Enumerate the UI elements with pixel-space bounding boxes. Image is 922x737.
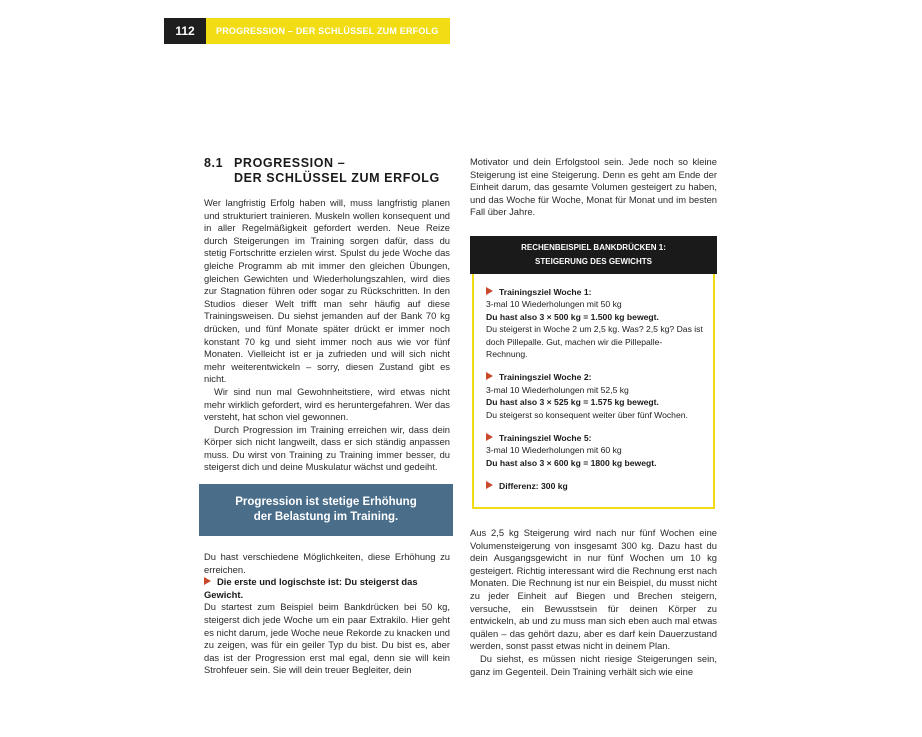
week1-total: Du hast also 3 × 500 kg = 1.500 kg bewegt. (486, 311, 659, 322)
page-number: 112 (164, 18, 206, 44)
box-title-line2: STEIGERUNG DES GEWICHTS (535, 257, 652, 266)
week5-line: 3-mal 10 Wiederholungen mit 60 kg (486, 445, 622, 456)
week2-note: Du steigerst so konsequent weiter über fünf Wochen. (486, 409, 688, 420)
calculation-box-header (470, 236, 717, 274)
left-column-lower (204, 551, 450, 677)
right-paragraph-2: Aus 2,5 kg Steigerung wird nach nur fünf Wochen eine Volumensteigerung von insgesamt 300 kg. Dazu hast du dein Ausgangsgewicht in nur fünf Wochen um 10 kg gesteigert. Richtig interessant wird die Rechnung erst nach Monaten. Die Rechnung ist nur ein Beispiel, du musst nicht zu jeder Einheit auf Biegen und Brechen steigern, versuche, ein Bewusstsein für deinen Körper zu entwickeln, ab und zu muss man sich eben auch mal etwas quälen – das gehört dazu, aber es darf kein Dauerzustand werden, sonst passt etwas nicht in deinem Plan. (470, 527, 717, 652)
triangle-bullet-icon (204, 577, 211, 585)
triangle-bullet-icon (486, 481, 493, 489)
section-title-line1: PROGRESSION – (234, 156, 346, 170)
right-paragraph-3: Du siehst, es müssen nicht riesige Steigerungen sein, ganz im Gegenteil. Dein Training verhält sich wie eine (470, 652, 717, 677)
week2-title: Trainingsziel Woche 2: (499, 372, 592, 383)
week5-total: Du hast also 3 × 600 kg = 1800 kg bewegt. (486, 457, 657, 468)
section-heading (204, 156, 440, 186)
left-paragraph-1: Wer langfristig Erfolg haben will, muss langfristig planen und strukturiert trainieren. Muskeln wollen konsequent und in aller Regelmäßigkeit gefordert werden. Neue Reize durch Steigerungen im Training sorgen dafür, dass du stetig Fortschritte erzielen wirst. Spulst du jede Woche das gleiche Programm ab mit immer den gleichen Übungen, gleichen Gewichten und Wiederholungszahlen, wird dies zur Stagnation führen oder sogar zu Rückschritten. In den Studios dieser Welt trifft man sehr häufig auf diese Trainingsweisen. Du siehst jemanden auf der Bank 70 kg drücken, und fünf Monate später drückt er immer noch konstant 70 kg und sieht immer noch aus wie vor fünf Monaten. Vielleicht ist er ja zufrieden und will sich nicht mehr weiterentwickeln – sorry, diesen Zustand gibt es nicht. (204, 197, 450, 385)
week1-note: Du steigerst in Woche 2 um 2,5 kg. Was? 2,5 kg? Das ist doch Pillepalle. Gut, machen wir die Pillepalle-Rechnung. (486, 324, 703, 360)
box-title-line1: RECHENBEISPIEL BANKDRÜCKEN 1: (521, 243, 666, 252)
week2-block (486, 371, 703, 421)
highlight-quote (199, 484, 453, 536)
difference-text: Differenz: 300 kg (499, 481, 568, 492)
triangle-bullet-icon (486, 287, 493, 295)
week1-title: Trainingsziel Woche 1: (499, 287, 592, 297)
week5-block (486, 432, 703, 469)
left-column-upper (204, 197, 450, 474)
week5-title: Trainingsziel Woche 5: (499, 433, 592, 444)
week1-line: 3-mal 10 Wiederholungen mit 50 kg (486, 299, 622, 310)
bullet-item (204, 576, 450, 601)
week2-total: Du hast also 3 × 525 kg = 1.575 kg bewegt. (486, 397, 659, 408)
section-title-line2: DER SCHLÜSSEL ZUM ERFOLG (234, 171, 440, 185)
left-paragraph-4: Du hast verschiedene Möglichkeiten, diese Erhöhung zu erreichen. (204, 551, 450, 575)
right-paragraph-1: Motivator und dein Erfolgstool sein. Jede noch so kleine Steigerung ist eine Steigerung. Denn es geht am Ende der Einheit darum, das gesamte Volumen gesteigert zu haben, und das Woche für Woche, Monat für Monat und im besten Fall über Jahre. (470, 156, 717, 218)
left-paragraph-2: Wir sind nun mal Gewohnheitstiere, wird etwas nicht mehr wirklich gefordert, wird es heruntergefahren. Wer das versteht, hat schon viel gewonnen. (204, 385, 450, 423)
left-paragraph-3: Durch Progression im Training erreichen wir, dass dein Körper sich nicht langweilt, dass er sich ständig anpassen muss. Du wirst von Training zu Training immer besser, du steigerst dich und deine Muskulatur wächst und gedeiht. (204, 423, 450, 473)
week1-block (486, 286, 703, 360)
section-number: 8.1 (204, 156, 224, 170)
right-column-upper (470, 156, 717, 219)
right-column-lower (470, 527, 717, 678)
week2-line: 3-mal 10 Wiederholungen mit 52,5 kg (486, 384, 629, 395)
triangle-bullet-icon (486, 372, 493, 380)
triangle-bullet-icon (486, 433, 493, 441)
quote-text: Progression ist stetige Erhöhung der Belastung im Training. (235, 496, 417, 523)
bullet-text: Die erste und logischste ist: Du steigerst das Gewicht. (204, 576, 418, 600)
left-paragraph-5: Du startest zum Beispiel beim Bankdrücken bei 50 kg, steigerst dich jede Woche um ein paar Extrakilo. Hier geht es nicht darum, jede Woche neue Rekorde zu knacken und zu zeigen, was für ein geiler Typ du bist. Du bist es, aber das ist der Progression erst mal egal, denn sie will kein Strohfeuer sein. Sie will dein treuer Begleiter, dein (204, 601, 450, 676)
difference-block (486, 480, 703, 492)
calculation-box (472, 274, 715, 509)
running-title: PROGRESSION – DER SCHLÜSSEL ZUM ERFOLG (206, 18, 450, 44)
